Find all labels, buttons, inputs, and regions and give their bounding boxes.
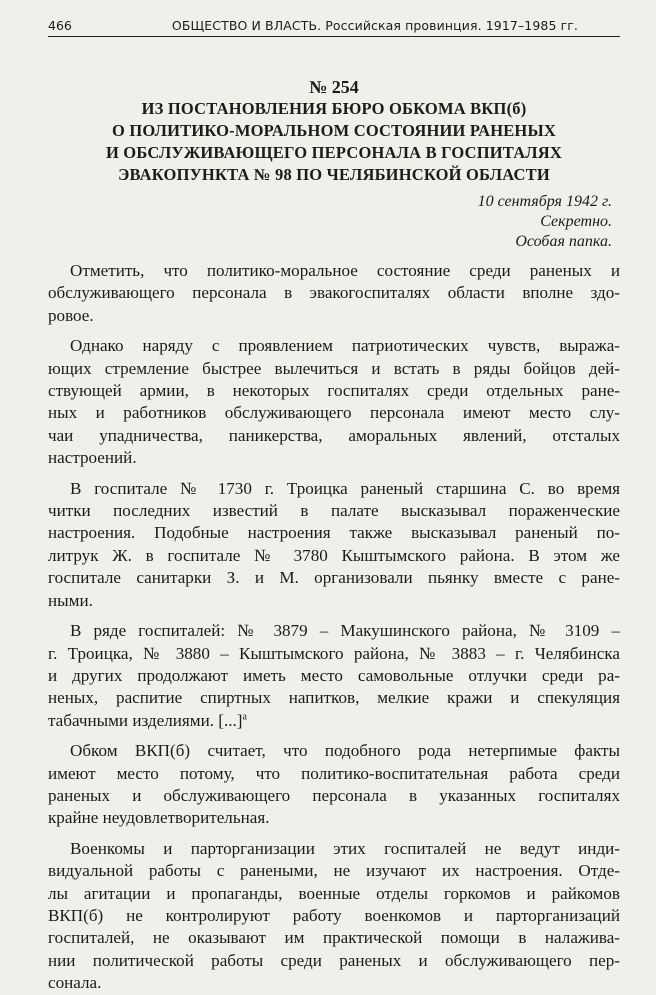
- text-line: крайне неудовлетворительная.: [48, 808, 270, 828]
- text-line: Отметить, что политико-моральное состояние среди раненых и: [70, 261, 620, 280]
- running-title: ОБЩЕСТВО И ВЛАСТЬ. Российская провинция. 1917–1985 гг.: [168, 16, 582, 36]
- title-line: О ПОЛИТИКО-МОРАЛЬНОМ СОСТОЯНИИ РАНЕНЫХ: [111, 121, 556, 140]
- text-line: обслуживающего персонала в эвакогоспиталях области вполне здо-: [48, 283, 620, 303]
- text-line: г. Троицка, № 3880 – Кыштымского района, № 3883 – г. Челябинска: [48, 643, 620, 663]
- running-header: [48, 16, 620, 38]
- text-line: неных, распитие спиртных напитков, мелкие кражи и спекуляция: [48, 688, 620, 708]
- document-title: [54, 98, 614, 186]
- paragraph-2: [48, 335, 620, 469]
- document-date: 10 сентября 1942 г.: [477, 193, 612, 210]
- page-number: 466: [48, 16, 78, 36]
- document-page: [48, 16, 620, 993]
- text-line: ными.: [48, 590, 93, 610]
- text-line: ющих стремление быстрее вылечиться и встать в ряды бойцов дей-: [48, 358, 620, 378]
- text-line: настроений.: [48, 448, 137, 468]
- text-line: чаи упадничества, паникерства, аморальных явлений, отсталых: [48, 425, 620, 445]
- document-classification: Секретно.: [540, 213, 612, 230]
- title-line: ЭВАКОПУНКТА № 98 ПО ЧЕЛЯБИНСКОЙ ОБЛАСТИ: [118, 165, 550, 184]
- paragraph-5: [48, 740, 620, 830]
- text-line: В госпитале № 1730 г. Троицка раненый старшина С. во время: [70, 478, 620, 498]
- text-line: Однако наряду с проявлением патриотических чувств, выража-: [70, 336, 620, 356]
- text-line: литрук Ж. в госпитале № 3780 Кыштымского района. В этом же: [48, 545, 620, 565]
- text-line: видуальной работы с ранеными, не изучают их настроения. Отде-: [48, 861, 620, 881]
- text-line: госпитале санитарки З. и М. организовали пьянку вместе с ране-: [48, 568, 620, 588]
- title-line: ИЗ ПОСТАНОВЛЕНИЯ БЮРО ОБКОМА ВКП(б): [141, 99, 527, 118]
- text-line: ровое.: [48, 305, 94, 325]
- text-line: нии политической работы среди раненых и обслуживающего пер-: [48, 950, 620, 970]
- document-number: № 254: [309, 77, 359, 97]
- text-line: Военкомы и парторганизации этих госпиталей не ведут инди-: [70, 838, 620, 858]
- document-body: [48, 260, 620, 995]
- text-line: ствующей армии, в некоторых госпиталях среди отдельных ране-: [48, 381, 620, 401]
- text-line: лы агитации и пропаганды, военные отделы горкомов и райкомов: [48, 883, 620, 903]
- text-line: [48, 710, 620, 732]
- title-line: И ОБСЛУЖИВАЮЩЕГО ПЕРСОНАЛА В ГОСПИТАЛЯХ: [105, 143, 563, 162]
- paragraph-4: [48, 620, 620, 732]
- text-line: ВКП(б) не контролируют работу военкомов и парторганизаций: [48, 905, 620, 925]
- text-line: и других продолжают иметь место самовольные отлучки среди ра-: [48, 665, 620, 685]
- text-line: В ряде госпиталей: № 3879 – Макушинского района, № 3109 –: [70, 621, 620, 641]
- paragraph-6: [48, 838, 620, 995]
- text-line: Обком ВКП(б) считает, что подобного рода нетерпимые факты: [70, 741, 620, 761]
- document-folder: Особая папка.: [515, 233, 612, 250]
- text-line: читки последних известий в палате высказывал пораженческие: [48, 501, 620, 521]
- text-line: сонала.: [48, 973, 102, 993]
- header-rule: [48, 36, 620, 37]
- footnote-mark: а: [242, 711, 247, 723]
- text-line: раненых и обслуживающего персонала в указанных госпиталях: [48, 785, 620, 805]
- text-line: имеют место потому, что политико-воспитательная работа среди: [48, 763, 620, 783]
- text-line: настроения. Подобные настроения также высказывал раненый по-: [48, 523, 620, 543]
- text-line-content: табачными изделиями. [...]: [48, 710, 243, 730]
- text-line: госпиталей, не оказывают им практической помощи в налажива-: [48, 928, 620, 948]
- paragraph-3: [48, 478, 620, 612]
- text-line: ных и работников обслуживающего персонала имеют место слу-: [48, 403, 620, 423]
- paragraph-1: [48, 260, 620, 327]
- document-meta: [48, 192, 620, 252]
